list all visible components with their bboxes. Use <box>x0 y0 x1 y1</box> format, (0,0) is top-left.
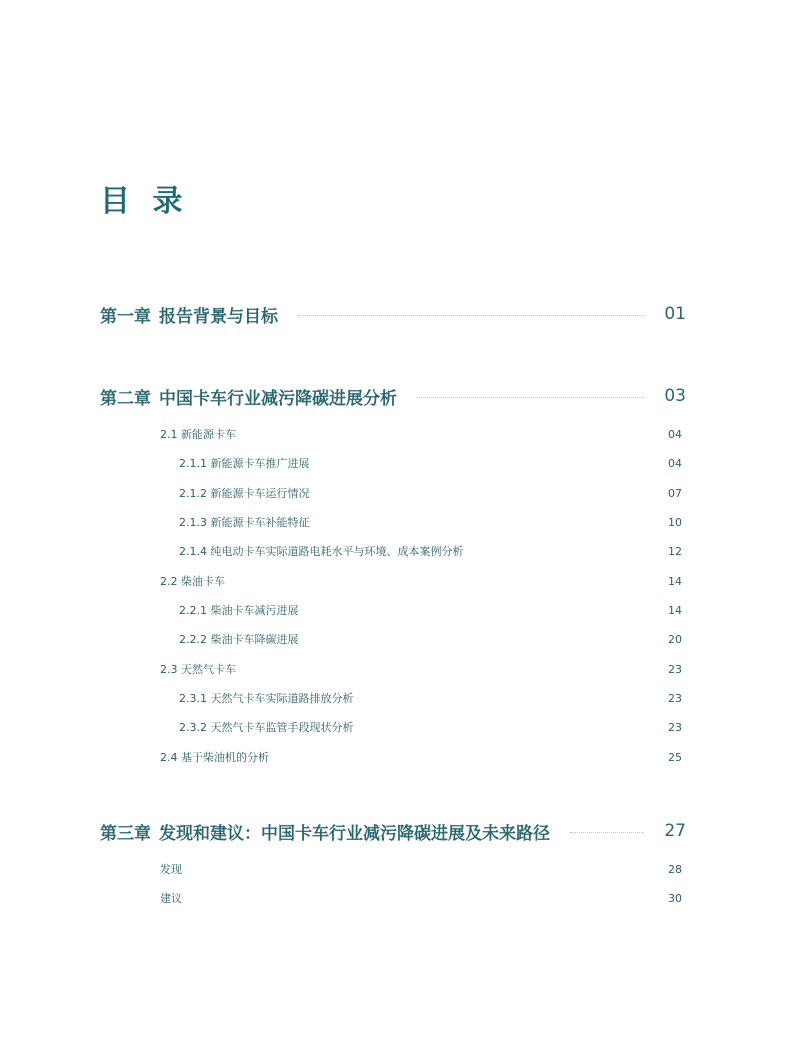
entry-title: 建议 <box>160 892 182 905</box>
entry-title: 2.1.4 纯电动卡车实际道路电耗水平与环境、成本案例分析 <box>179 545 464 558</box>
entry-page-number: 20 <box>668 632 682 646</box>
chapter-number: 第二章 <box>100 388 151 409</box>
entry-page-number: 23 <box>668 720 682 734</box>
toc-entry-2-2-2[interactable] <box>179 631 682 647</box>
chapter-number: 第三章 <box>100 823 151 844</box>
dotted-leader <box>298 315 644 316</box>
entry-page-number: 28 <box>668 862 682 876</box>
toc-entry-2-3-1[interactable] <box>179 690 682 706</box>
entry-page-number: 14 <box>668 603 682 617</box>
entry-title: 2.1 新能源卡车 <box>160 428 236 441</box>
dotted-leader <box>417 397 644 398</box>
entry-title: 2.3.2 天然气卡车监管手段现状分析 <box>179 721 354 734</box>
toc-chapter-3[interactable] <box>100 819 686 843</box>
page-title: 目 录 <box>100 184 189 219</box>
entry-title: 2.2 柴油卡车 <box>160 575 225 588</box>
chapter-title: 报告背景与目标 <box>159 306 278 327</box>
entry-title: 2.3 天然气卡车 <box>160 663 236 676</box>
toc-entry-2-2-1[interactable] <box>179 602 682 618</box>
toc-entry-2-3-2[interactable] <box>179 719 682 735</box>
entry-page-number: 04 <box>668 427 682 441</box>
entry-page-number: 07 <box>668 486 682 500</box>
chapter-page-number: 01 <box>664 304 686 324</box>
entry-title: 2.2.1 柴油卡车减污进展 <box>179 604 299 617</box>
entry-page-number: 04 <box>668 456 682 470</box>
chapter-title: 发现和建议：中国卡车行业减污降碳进展及未来路径 <box>159 823 550 844</box>
entry-title: 2.1.1 新能源卡车推广进展 <box>179 457 310 470</box>
entry-title: 2.1.2 新能源卡车运行情况 <box>179 487 310 500</box>
toc-entry-findings[interactable] <box>160 861 682 877</box>
toc-entry-2-1-3[interactable] <box>179 514 682 530</box>
entry-title: 发现 <box>160 863 182 876</box>
entry-page-number: 10 <box>668 515 682 529</box>
entry-title: 2.4 基于柴油机的分析 <box>160 751 269 764</box>
toc-entry-2-3[interactable] <box>160 661 682 677</box>
entry-page-number: 23 <box>668 662 682 676</box>
entry-title: 2.2.2 柴油卡车降碳进展 <box>179 633 299 646</box>
toc-chapter-1[interactable] <box>100 302 686 326</box>
chapter-title: 中国卡车行业减污降碳进展分析 <box>159 388 397 409</box>
chapter-page-number: 27 <box>664 821 686 841</box>
toc-entry-2-1-4[interactable] <box>179 543 682 559</box>
entry-title: 2.1.3 新能源卡车补能特征 <box>179 516 310 529</box>
entry-page-number: 12 <box>668 544 682 558</box>
toc-entry-recommendations[interactable] <box>160 890 682 906</box>
entry-page-number: 25 <box>668 750 682 764</box>
entry-page-number: 30 <box>668 891 682 905</box>
toc-entry-2-1-1[interactable] <box>179 455 682 471</box>
dotted-leader <box>570 832 644 833</box>
toc-chapter-2[interactable] <box>100 384 686 408</box>
toc-entry-2-2[interactable] <box>160 573 682 589</box>
toc-entry-2-1[interactable] <box>160 426 682 442</box>
toc-entry-2-4[interactable] <box>160 749 682 765</box>
entry-page-number: 23 <box>668 691 682 705</box>
entry-title: 2.3.1 天然气卡车实际道路排放分析 <box>179 692 354 705</box>
entry-page-number: 14 <box>668 574 682 588</box>
chapter-page-number: 03 <box>664 386 686 406</box>
chapter-number: 第一章 <box>100 306 151 327</box>
toc-entry-2-1-2[interactable] <box>179 485 682 501</box>
